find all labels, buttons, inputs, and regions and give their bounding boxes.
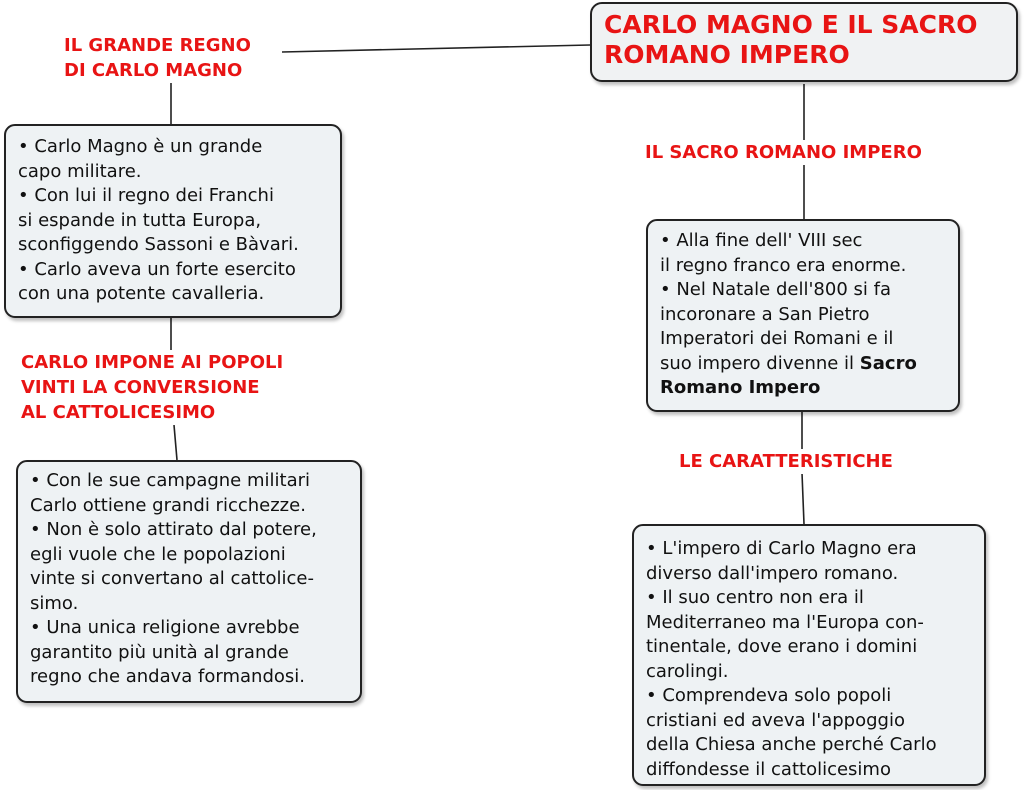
title-node[interactable]	[590, 2, 1018, 82]
node-text-line: Imperatori dei Romani e il	[660, 328, 894, 349]
node-text-line: • Carlo aveva un forte esercito	[18, 258, 296, 280]
node-text-line: • Con le sue campagne militari	[30, 470, 311, 491]
node-text-line: • L'impero di Carlo Magno era	[646, 538, 917, 559]
title-line-1: CARLO MAGNO E IL SACRO	[604, 10, 978, 39]
node-text-line: • Non è solo attirato dal potere,	[30, 519, 317, 540]
node-text-line: egli vuole che le popolazioni	[30, 543, 286, 565]
node-text-line: • Con lui il regno dei Franchi	[18, 185, 274, 206]
node-text-line: simo.	[30, 592, 79, 614]
node-text-line: si espande in tutta Europa,	[18, 209, 262, 231]
connector-caratteristiche-to-caratteristiche-node	[802, 473, 804, 524]
node-text-line: Carlo ottiene grandi ricchezze.	[30, 494, 306, 516]
link-label-impone-conversione	[21, 350, 283, 425]
node-text-line: • Una unica religione avrebbe	[30, 617, 300, 638]
link-label-line: LE CARATTERISTICHE	[679, 451, 893, 472]
node-text-line: • Alla fine dell' VIII sec	[660, 230, 863, 251]
node-text-segment: suo impero divenne il	[660, 352, 860, 374]
link-label-line: AL CATTOLICESIMO	[21, 402, 216, 423]
node-text-line: incoronare a San Pietro	[660, 303, 870, 325]
node-text-line: con una potente cavalleria.	[18, 283, 265, 304]
node-text-bold-segment: Sacro	[859, 352, 917, 374]
link-label-line: VINTI LA CONVERSIONE	[21, 377, 260, 398]
node-text-line-bold: Romano Impero	[660, 377, 821, 398]
node-text-line: cristiani ed aveva l'appoggio	[646, 709, 905, 731]
link-label-line: CARLO IMPONE AI POPOLI	[21, 352, 284, 373]
node-text-line: diffondesse il cattolicesimo	[646, 758, 891, 780]
link-label-caratteristiche	[679, 449, 893, 474]
link-label-sacro-romano-impero	[645, 140, 922, 165]
node-text-line: Mediterraneo ma l'Europa con-	[646, 611, 924, 633]
connector-impone-to-conversione-node	[174, 425, 177, 460]
link-label-line: IL GRANDE REGNO	[64, 35, 251, 56]
link-label-grande-regno	[64, 33, 251, 83]
node-text-line: • Carlo Magno è un grande	[18, 136, 263, 157]
node-text-line-mixed	[660, 352, 948, 377]
node-text-line: vinte si convertano al cattolice-	[30, 568, 314, 589]
node-text-line: sconfiggendo Sassoni e Bàvari.	[18, 234, 299, 255]
node-text-line: diverso dall'impero romano.	[646, 562, 899, 584]
node-caratteristiche[interactable]	[632, 524, 986, 786]
title-line-2: ROMANO IMPERO	[604, 40, 850, 69]
node-text-line: capo militare.	[18, 160, 142, 182]
link-label-line: DI CARLO MAGNO	[64, 60, 243, 81]
node-text-line: carolingi.	[646, 660, 729, 682]
node-text-line: della Chiesa anche perché Carlo	[646, 734, 937, 755]
connector-title-to-grande-regno	[282, 45, 590, 52]
node-sacro-romano-impero[interactable]	[646, 219, 960, 412]
node-grande-regno[interactable]	[4, 124, 342, 318]
link-label-line: IL SACRO ROMANO IMPERO	[645, 142, 922, 163]
node-text-line: • Nel Natale dell'800 si fa	[660, 279, 891, 300]
node-conversione[interactable]	[16, 460, 362, 703]
node-text-line: tinentale, dove erano i domini	[646, 636, 918, 657]
node-text-line: regno che andava formandosi.	[30, 666, 305, 687]
node-text-line: • Il suo centro non era il	[646, 587, 864, 608]
node-text-line: garantito più unità al grande	[30, 641, 289, 663]
node-text-line: il regno franco era enorme.	[660, 254, 907, 276]
node-text-line: • Comprendeva solo popoli	[646, 685, 892, 706]
